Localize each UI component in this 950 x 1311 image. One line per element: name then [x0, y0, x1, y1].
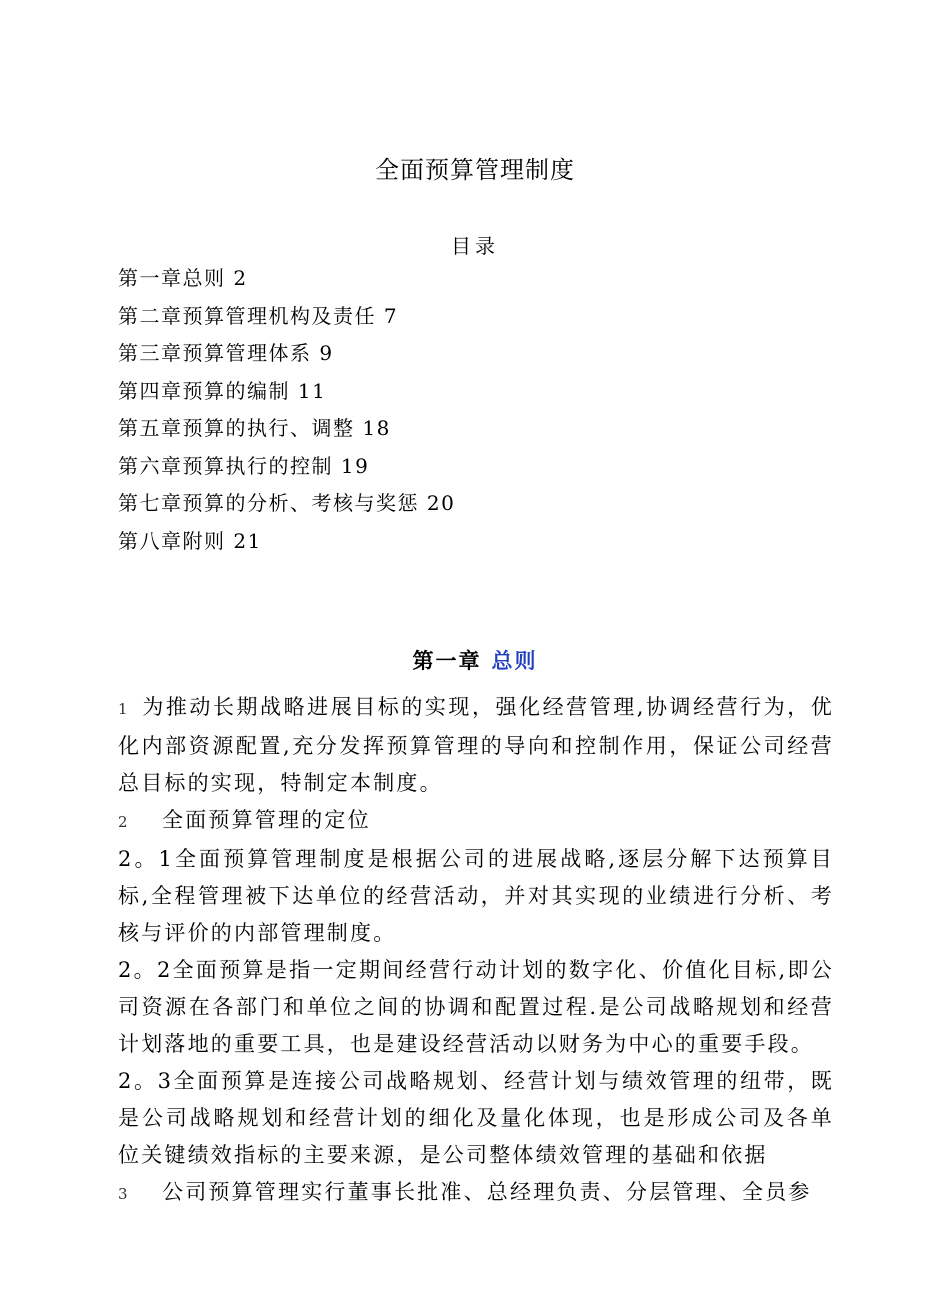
toc-item: 第二章预算管理机构及责任 7	[118, 303, 399, 328]
paragraph-text: 公司预算管理实行董事长批准、总经理负责、分层管理、全员参	[162, 1180, 812, 1204]
toc-item: 第一章总则 2	[118, 266, 248, 290]
document-title: 全面预算管理制度	[375, 156, 575, 184]
paragraph	[118, 1063, 834, 1174]
paragraph-number: 3	[118, 1185, 128, 1203]
toc-item: 第三章预算管理体系 9	[118, 341, 334, 365]
paragraph-text: 为推动长期战略进展目标的实现，强化经营管理,协调经营行为，优化内部资源配置,充分发挥预算管理的导向和控制作用，保证公司经营总目标的实现，特制定本制度。	[118, 695, 834, 795]
paragraph-text: 2。3全面预算是连接公司战略规划、经营计划与绩效管理的纽带，既是公司战略规划和经营计划的细化及量化体现，也是形成公司及各单位关键绩效指标的主要来源，是公司整体绩效管理的基础和依据	[118, 1069, 834, 1167]
chapter-label: 第一章	[412, 648, 482, 673]
paragraph-text: 2。1全面预算管理制度是根据公司的进展战略,逐层分解下达预算目标,全程管理被下达单位的经营活动，并对其实现的业绩进行分析、考核与评价的内部管理制度。	[118, 847, 834, 945]
paragraph	[118, 952, 834, 1063]
toc-heading: 目录	[451, 234, 499, 258]
paragraph-text: 2。2全面预算是指一定期间经营行动计划的数字化、价值化目标,即公司资源在各部门和单位之间的协调和配置过程.是公司战略规划和经营计划落地的重要工具，也是建设经营活动以财务为中心的重要手段。	[118, 958, 834, 1056]
paragraph	[118, 1174, 834, 1213]
paragraph	[118, 841, 834, 952]
toc-item: 第八章附则 21	[118, 528, 262, 553]
table-of-contents	[118, 263, 455, 563]
paragraph	[118, 689, 834, 802]
toc-item: 第六章预算执行的控制 19	[118, 453, 370, 478]
toc-item: 第四章预算的编制 11	[118, 378, 327, 403]
paragraph-number: 1	[118, 700, 128, 718]
paragraph-text: 全面预算管理的定位	[162, 808, 371, 832]
paragraph	[118, 802, 834, 841]
chapter-heading	[0, 645, 950, 675]
paragraph-number: 2	[118, 813, 128, 831]
chapter-name: 总则	[491, 648, 538, 673]
toc-item: 第七章预算的分析、考核与奖惩 20	[118, 491, 456, 515]
toc-item: 第五章预算的执行、调整 18	[118, 416, 391, 440]
chapter-body	[118, 689, 834, 1213]
